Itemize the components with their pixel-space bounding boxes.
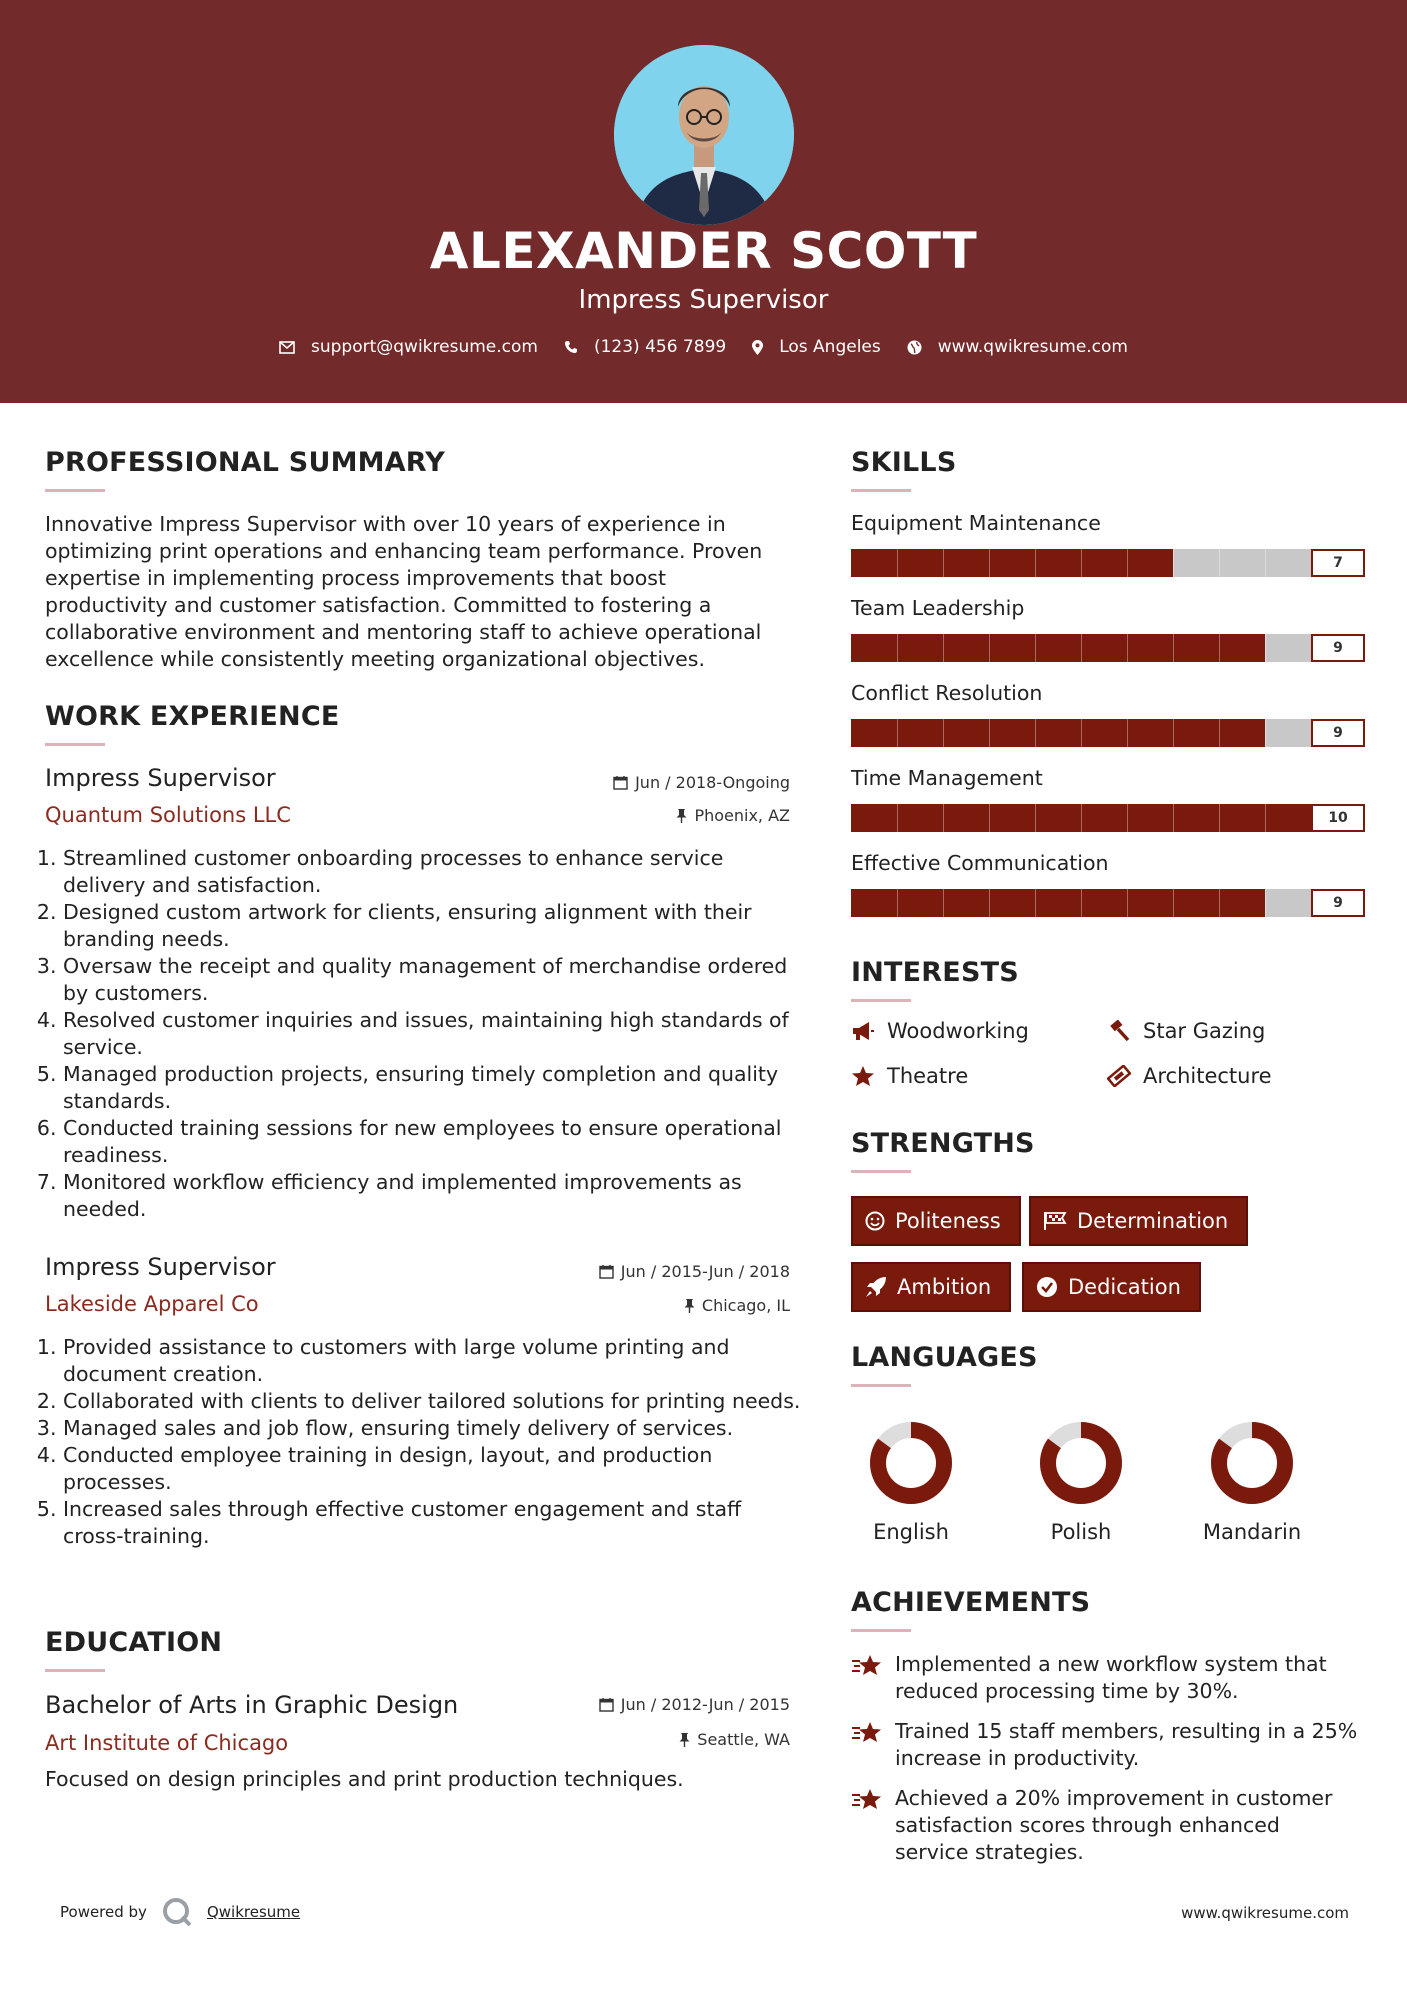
rocket-icon (865, 1276, 887, 1298)
education-description: Focused on design principles and print production techniques. (45, 1767, 684, 1791)
skill-segment-divider (943, 719, 944, 747)
email-text: support@qwikresume.com (311, 337, 538, 357)
job-responsibilities (45, 845, 805, 1223)
heading-underline (851, 1629, 911, 1632)
skill-segment-divider (989, 634, 990, 662)
skill-fill (851, 549, 1173, 577)
skill-segment-divider (1035, 549, 1036, 577)
skill-segment-divider (1127, 889, 1128, 917)
skill-segment-divider (1035, 634, 1036, 662)
language-donut (866, 1418, 956, 1508)
job-date (490, 773, 790, 792)
skill-segment-divider (943, 804, 944, 832)
achievement-line: service strategies. (895, 1840, 1084, 1864)
summary-line: Innovative Impress Supervisor with over 10 years of experience in (45, 512, 726, 536)
interest-item (851, 1064, 968, 1088)
skill-segment-divider (1035, 804, 1036, 832)
interest-label: Star Gazing (1143, 1019, 1266, 1043)
list-item: 4. Resolved customer inquiries and issues, maintaining high standards of service. (63, 1007, 805, 1061)
contact-website[interactable] (907, 337, 1128, 357)
skill-fill (851, 719, 1265, 747)
skill-segment-divider (943, 549, 944, 577)
list-item: 2. Collaborated with clients to deliver tailored solutions for printing needs. (63, 1388, 805, 1415)
list-item: 3. Oversaw the receipt and quality management of merchandise ordered by customers. (63, 953, 805, 1007)
contact-location (752, 337, 881, 357)
skill-bar (851, 804, 1365, 832)
language-item (1187, 1418, 1317, 1544)
megaphone-icon (851, 1021, 875, 1041)
brand-link[interactable]: Qwikresume (206, 1903, 301, 1921)
achievements-heading: ACHIEVEMENTS (851, 1587, 1091, 1618)
education-date (490, 1695, 790, 1714)
achievement-text (895, 1785, 1332, 1866)
job-location-text: Chicago, IL (701, 1296, 790, 1315)
skill-label: Effective Communication (851, 851, 1109, 875)
skill-segment-divider (989, 804, 990, 832)
skill-segment-divider (1035, 889, 1036, 917)
skill-segment-divider (1265, 549, 1266, 577)
skill-score: 9 (1311, 634, 1365, 662)
skill-segment-divider (1265, 804, 1266, 832)
list-item: 4. Conducted employee training in design, layout, and production processes. (63, 1442, 805, 1496)
skill-segment-divider (1081, 804, 1082, 832)
skill-segment-divider (1127, 549, 1128, 577)
school-name: Art Institute of Chicago (45, 1731, 289, 1755)
skill-segment-divider (989, 719, 990, 747)
skill-fill (851, 634, 1265, 662)
skill-segment-divider (1081, 634, 1082, 662)
check-circle-icon (1036, 1276, 1058, 1298)
list-item: 5. Increased sales through effective customer engagement and staff cross-training. (63, 1496, 805, 1550)
job-title: Impress Supervisor (45, 1253, 276, 1281)
globe-icon (907, 340, 922, 355)
skill-score: 9 (1311, 719, 1365, 747)
skill-track (851, 889, 1311, 917)
interest-item (1107, 1064, 1272, 1088)
contact-email[interactable] (279, 337, 538, 357)
skill-segment-divider (943, 889, 944, 917)
skill-label: Conflict Resolution (851, 681, 1043, 705)
list-item: 6. Conducted training sessions for new employees to ensure operational readiness. (63, 1115, 805, 1169)
job-responsibilities (45, 1334, 805, 1550)
map-pin-icon (752, 340, 763, 355)
summary-line: collaborative environment and mentoring staff to achieve operational (45, 620, 762, 644)
skill-segment-divider (943, 634, 944, 662)
experience-heading: WORK EXPERIENCE (45, 701, 340, 732)
strength-label: Ambition (897, 1275, 992, 1299)
skill-segment-divider (897, 634, 898, 662)
skill-segment-divider (1219, 889, 1220, 917)
skill-segment-divider (1265, 889, 1266, 917)
phone-icon (564, 340, 578, 354)
skill-label: Equipment Maintenance (851, 511, 1101, 535)
summary-line: expertise in implementing process improvements that boost (45, 566, 667, 590)
strength-label: Determination (1077, 1209, 1229, 1233)
footer-powered-by (60, 1897, 300, 1927)
star-burst-icon (851, 1653, 883, 1679)
summary-heading: PROFESSIONAL SUMMARY (45, 447, 446, 478)
heading-underline (851, 1384, 911, 1387)
degree-title: Bachelor of Arts in Graphic Design (45, 1691, 459, 1719)
skill-segment-divider (1035, 719, 1036, 747)
education-location (490, 1730, 790, 1749)
interest-item (1107, 1019, 1265, 1043)
heading-underline (851, 489, 911, 492)
achievement-line: increase in productivity. (895, 1746, 1140, 1770)
skill-segment-divider (1219, 804, 1220, 832)
calendar-icon (599, 1697, 614, 1712)
skill-track (851, 549, 1311, 577)
flag-icon (1043, 1211, 1067, 1231)
skill-segment-divider (1265, 719, 1266, 747)
location-text: Los Angeles (779, 337, 881, 357)
skill-segment-divider (1219, 719, 1220, 747)
skill-bar (851, 719, 1365, 747)
list-item: 3. Managed sales and job flow, ensuring timely delivery of services. (63, 1415, 805, 1442)
skill-score: 7 (1311, 549, 1365, 577)
achievement-line: Achieved a 20% improvement in customer (895, 1786, 1333, 1810)
heading-underline (851, 999, 911, 1002)
skill-segment-divider (897, 549, 898, 577)
language-item (846, 1418, 976, 1544)
skill-track (851, 634, 1311, 662)
calendar-icon (599, 1264, 614, 1279)
qwikresume-logo-icon (161, 1897, 195, 1927)
language-donut (1207, 1418, 1297, 1508)
skill-segment-divider (897, 889, 898, 917)
heading-underline (45, 743, 105, 746)
ticket-icon (1107, 1065, 1131, 1087)
skill-bar (851, 889, 1365, 917)
job-date (490, 1262, 790, 1281)
skill-label: Team Leadership (851, 596, 1025, 620)
strength-badge (851, 1262, 1011, 1312)
job-location (490, 1296, 790, 1315)
interests-heading: INTERESTS (851, 957, 1019, 988)
skill-segment-divider (1127, 719, 1128, 747)
strength-label: Dedication (1068, 1275, 1181, 1299)
languages-heading: LANGUAGES (851, 1342, 1038, 1373)
skill-segment-divider (1081, 719, 1082, 747)
powered-by-label: Powered by (60, 1903, 147, 1921)
candidate-title: Impress Supervisor (578, 285, 829, 315)
heading-underline (45, 489, 105, 492)
skill-track (851, 804, 1311, 832)
company-name: Lakeside Apparel Co (45, 1292, 259, 1316)
interest-label: Theatre (887, 1064, 969, 1088)
skill-segment-divider (1081, 549, 1082, 577)
heading-underline (45, 1669, 105, 1672)
resume-header (0, 0, 1407, 403)
skill-segment-divider (989, 889, 990, 917)
skill-segment-divider (1219, 634, 1220, 662)
skill-bar (851, 634, 1365, 662)
education-heading: EDUCATION (45, 1627, 223, 1658)
pushpin-icon (676, 809, 687, 823)
skill-track (851, 719, 1311, 747)
language-item (1016, 1418, 1146, 1544)
contact-bar (0, 337, 1407, 357)
skill-segment-divider (1219, 549, 1220, 577)
contact-phone[interactable] (564, 337, 726, 357)
language-label: English (873, 1520, 949, 1544)
list-item: 1. Provided assistance to customers with large volume printing and document creation. (63, 1334, 805, 1388)
achievement-item (851, 1718, 1371, 1772)
job-location (490, 806, 790, 825)
skill-score: 9 (1311, 889, 1365, 917)
achievement-line: Trained 15 staff members, resulting in a 25% (895, 1719, 1358, 1743)
achievement-line: reduced processing time by 30%. (895, 1679, 1239, 1703)
skill-fill (851, 889, 1265, 917)
skill-segment-divider (1081, 889, 1082, 917)
skill-segment-divider (1173, 549, 1174, 577)
summary-line: optimizing print operations and enhancing team performance. Proven (45, 539, 763, 563)
strength-label: Politeness (895, 1209, 1001, 1233)
candidate-name: ALEXANDER SCOTT (429, 222, 978, 280)
calendar-icon (613, 775, 628, 790)
envelope-icon (279, 341, 295, 354)
summary-line: productivity and customer satisfaction. Committed to fostering a (45, 593, 712, 617)
list-item: 1. Streamlined customer onboarding processes to enhance service delivery and satisfaction. (63, 845, 805, 899)
interest-label: Woodworking (887, 1019, 1029, 1043)
language-donut (1036, 1418, 1126, 1508)
achievement-line: Implemented a new workflow system that (895, 1652, 1327, 1676)
skill-segment-divider (897, 719, 898, 747)
pushpin-icon (684, 1299, 695, 1313)
language-label: Polish (1050, 1520, 1112, 1544)
job-date-text: Jun / 2015-Jun / 2018 (620, 1262, 790, 1281)
list-item: 5. Managed production projects, ensuring timely completion and quality standards. (63, 1061, 805, 1115)
summary-text (45, 511, 805, 673)
strength-badge (851, 1196, 1021, 1246)
strengths-heading: STRENGTHS (851, 1128, 1035, 1159)
gavel-icon (1107, 1020, 1131, 1042)
smile-icon (865, 1211, 885, 1231)
language-label: Mandarin (1202, 1520, 1302, 1544)
summary-line: excellence while consistently meeting organizational objectives. (45, 647, 705, 671)
achievement-text (895, 1718, 1357, 1772)
job-title: Impress Supervisor (45, 764, 276, 792)
star-burst-icon (851, 1787, 883, 1813)
education-location-text: Seattle, WA (697, 1730, 790, 1749)
skill-segment-divider (1173, 634, 1174, 662)
skill-segment-divider (1127, 634, 1128, 662)
skill-label: Time Management (851, 766, 1043, 790)
achievement-item (851, 1651, 1371, 1705)
skill-score: 10 (1311, 804, 1365, 832)
star-burst-icon (851, 1720, 883, 1746)
skill-segment-divider (1265, 634, 1266, 662)
skill-segment-divider (1173, 889, 1174, 917)
heading-underline (851, 1170, 911, 1173)
skill-segment-divider (1173, 804, 1174, 832)
list-item: 7. Monitored workflow efficiency and implemented improvements as needed. (63, 1169, 805, 1223)
profile-photo (614, 45, 794, 225)
strength-badge (1029, 1196, 1248, 1246)
achievement-text (895, 1651, 1327, 1705)
strength-badge (1022, 1262, 1201, 1312)
list-item: 2. Designed custom artwork for clients, ensuring alignment with their branding needs. (63, 899, 805, 953)
interest-item (851, 1019, 1029, 1043)
star-icon (851, 1065, 875, 1087)
footer-website[interactable]: www.qwikresume.com (1181, 1904, 1349, 1922)
job-location-text: Phoenix, AZ (694, 806, 790, 825)
interest-label: Architecture (1143, 1064, 1272, 1088)
achievement-item (851, 1785, 1371, 1866)
skills-heading: SKILLS (851, 447, 957, 478)
phone-text: (123) 456 7899 (593, 337, 727, 357)
skill-segment-divider (1127, 804, 1128, 832)
company-name: Quantum Solutions LLC (45, 803, 291, 827)
pushpin-icon (679, 1733, 690, 1747)
skill-segment-divider (989, 549, 990, 577)
website-text: www.qwikresume.com (937, 337, 1128, 357)
job-date-text: Jun / 2018-Ongoing (635, 773, 790, 792)
achievement-line: satisfaction scores through enhanced (895, 1813, 1280, 1837)
skill-bar (851, 549, 1365, 577)
skill-segment-divider (1173, 719, 1174, 747)
skill-segment-divider (897, 804, 898, 832)
education-date-text: Jun / 2012-Jun / 2015 (620, 1695, 790, 1714)
